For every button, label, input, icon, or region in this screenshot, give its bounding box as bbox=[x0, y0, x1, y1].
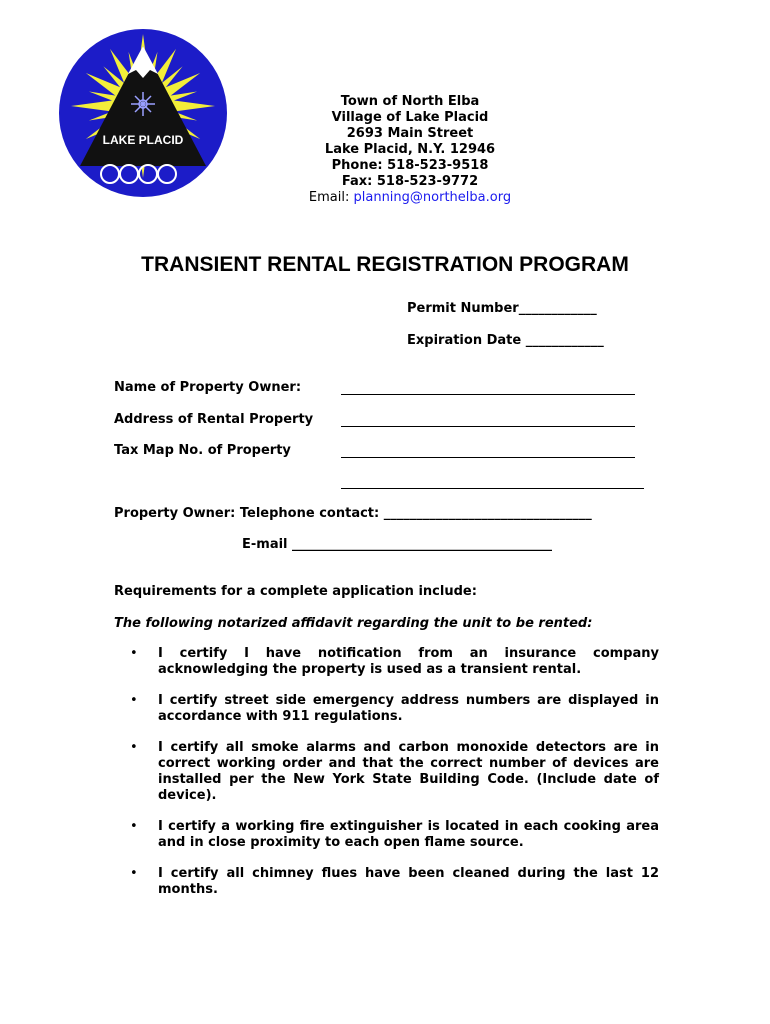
list-item-text: I certify all smoke alarms and carbon monoxide detectors are in correct working order and that the correct number of devices are installed per the New York State Building Code. (Include date of device). bbox=[158, 740, 659, 803]
bullet-glyph: • bbox=[130, 740, 138, 755]
extra-address-line[interactable] bbox=[341, 488, 644, 489]
list-item-text: I certify street side emergency address numbers are displayed in accordance with 911 regulations. bbox=[158, 693, 659, 724]
tax-map-line[interactable] bbox=[341, 457, 635, 458]
owner-name-label: Name of Property Owner: bbox=[114, 380, 302, 395]
lake-placid-logo bbox=[58, 28, 228, 198]
page-title: TRANSIENT RENTAL REGISTRATION PROGRAM bbox=[141, 253, 629, 276]
affidavit-subheading: The following notarized affidavit regarding the unit to be rented: bbox=[114, 616, 593, 631]
email-link[interactable]: planning@northelba.org bbox=[353, 190, 512, 205]
email-field[interactable]: E-mail ________________________________________ bbox=[242, 537, 553, 552]
header-line: 2693 Main Street bbox=[346, 126, 474, 141]
owner-name-line[interactable] bbox=[341, 394, 635, 395]
header-line: Phone: 518-523-9518 bbox=[331, 158, 489, 173]
list-item bbox=[114, 646, 659, 678]
expiration-date-field[interactable]: Expiration Date ____________ bbox=[407, 333, 604, 348]
header-line: Village of Lake Placid bbox=[331, 110, 489, 125]
tax-map-label: Tax Map No. of Property bbox=[114, 443, 291, 458]
rental-address-line[interactable] bbox=[341, 426, 635, 427]
list-item-text: I certify a working fire extinguisher is located in each cooking area and in close proximity to each open flame source. bbox=[158, 819, 659, 850]
list-item bbox=[114, 819, 659, 851]
bullet-glyph: • bbox=[130, 693, 138, 708]
header-line: Lake Placid, N.Y. 12946 bbox=[324, 142, 496, 157]
address-block bbox=[260, 94, 560, 206]
email-label: Email: bbox=[308, 190, 350, 205]
email-line bbox=[260, 190, 560, 206]
list-item bbox=[114, 693, 659, 725]
header-line: Town of North Elba bbox=[340, 94, 480, 109]
list-item bbox=[114, 740, 659, 804]
list-item-text: I certify I have notification from an insurance company acknowledging the property is used as a transient rental. bbox=[158, 646, 659, 677]
list-item bbox=[114, 866, 659, 898]
bullet-glyph: • bbox=[130, 646, 138, 661]
list-item-text: I certify all chimney flues have been cleaned during the last 12 months. bbox=[158, 866, 659, 897]
requirements-heading: Requirements for a complete application include: bbox=[114, 584, 477, 599]
telephone-field[interactable]: Property Owner: Telephone contact: ________________________________ bbox=[114, 506, 592, 521]
bullet-glyph: • bbox=[130, 866, 138, 881]
logo-text: LAKE PLACID bbox=[102, 133, 184, 147]
bullet-glyph: • bbox=[130, 819, 138, 834]
header-line: Fax: 518-523-9772 bbox=[341, 174, 479, 189]
permit-number-field[interactable]: Permit Number____________ bbox=[407, 301, 597, 316]
rental-address-label: Address of Rental Property bbox=[114, 412, 314, 427]
requirements-list bbox=[114, 646, 659, 913]
